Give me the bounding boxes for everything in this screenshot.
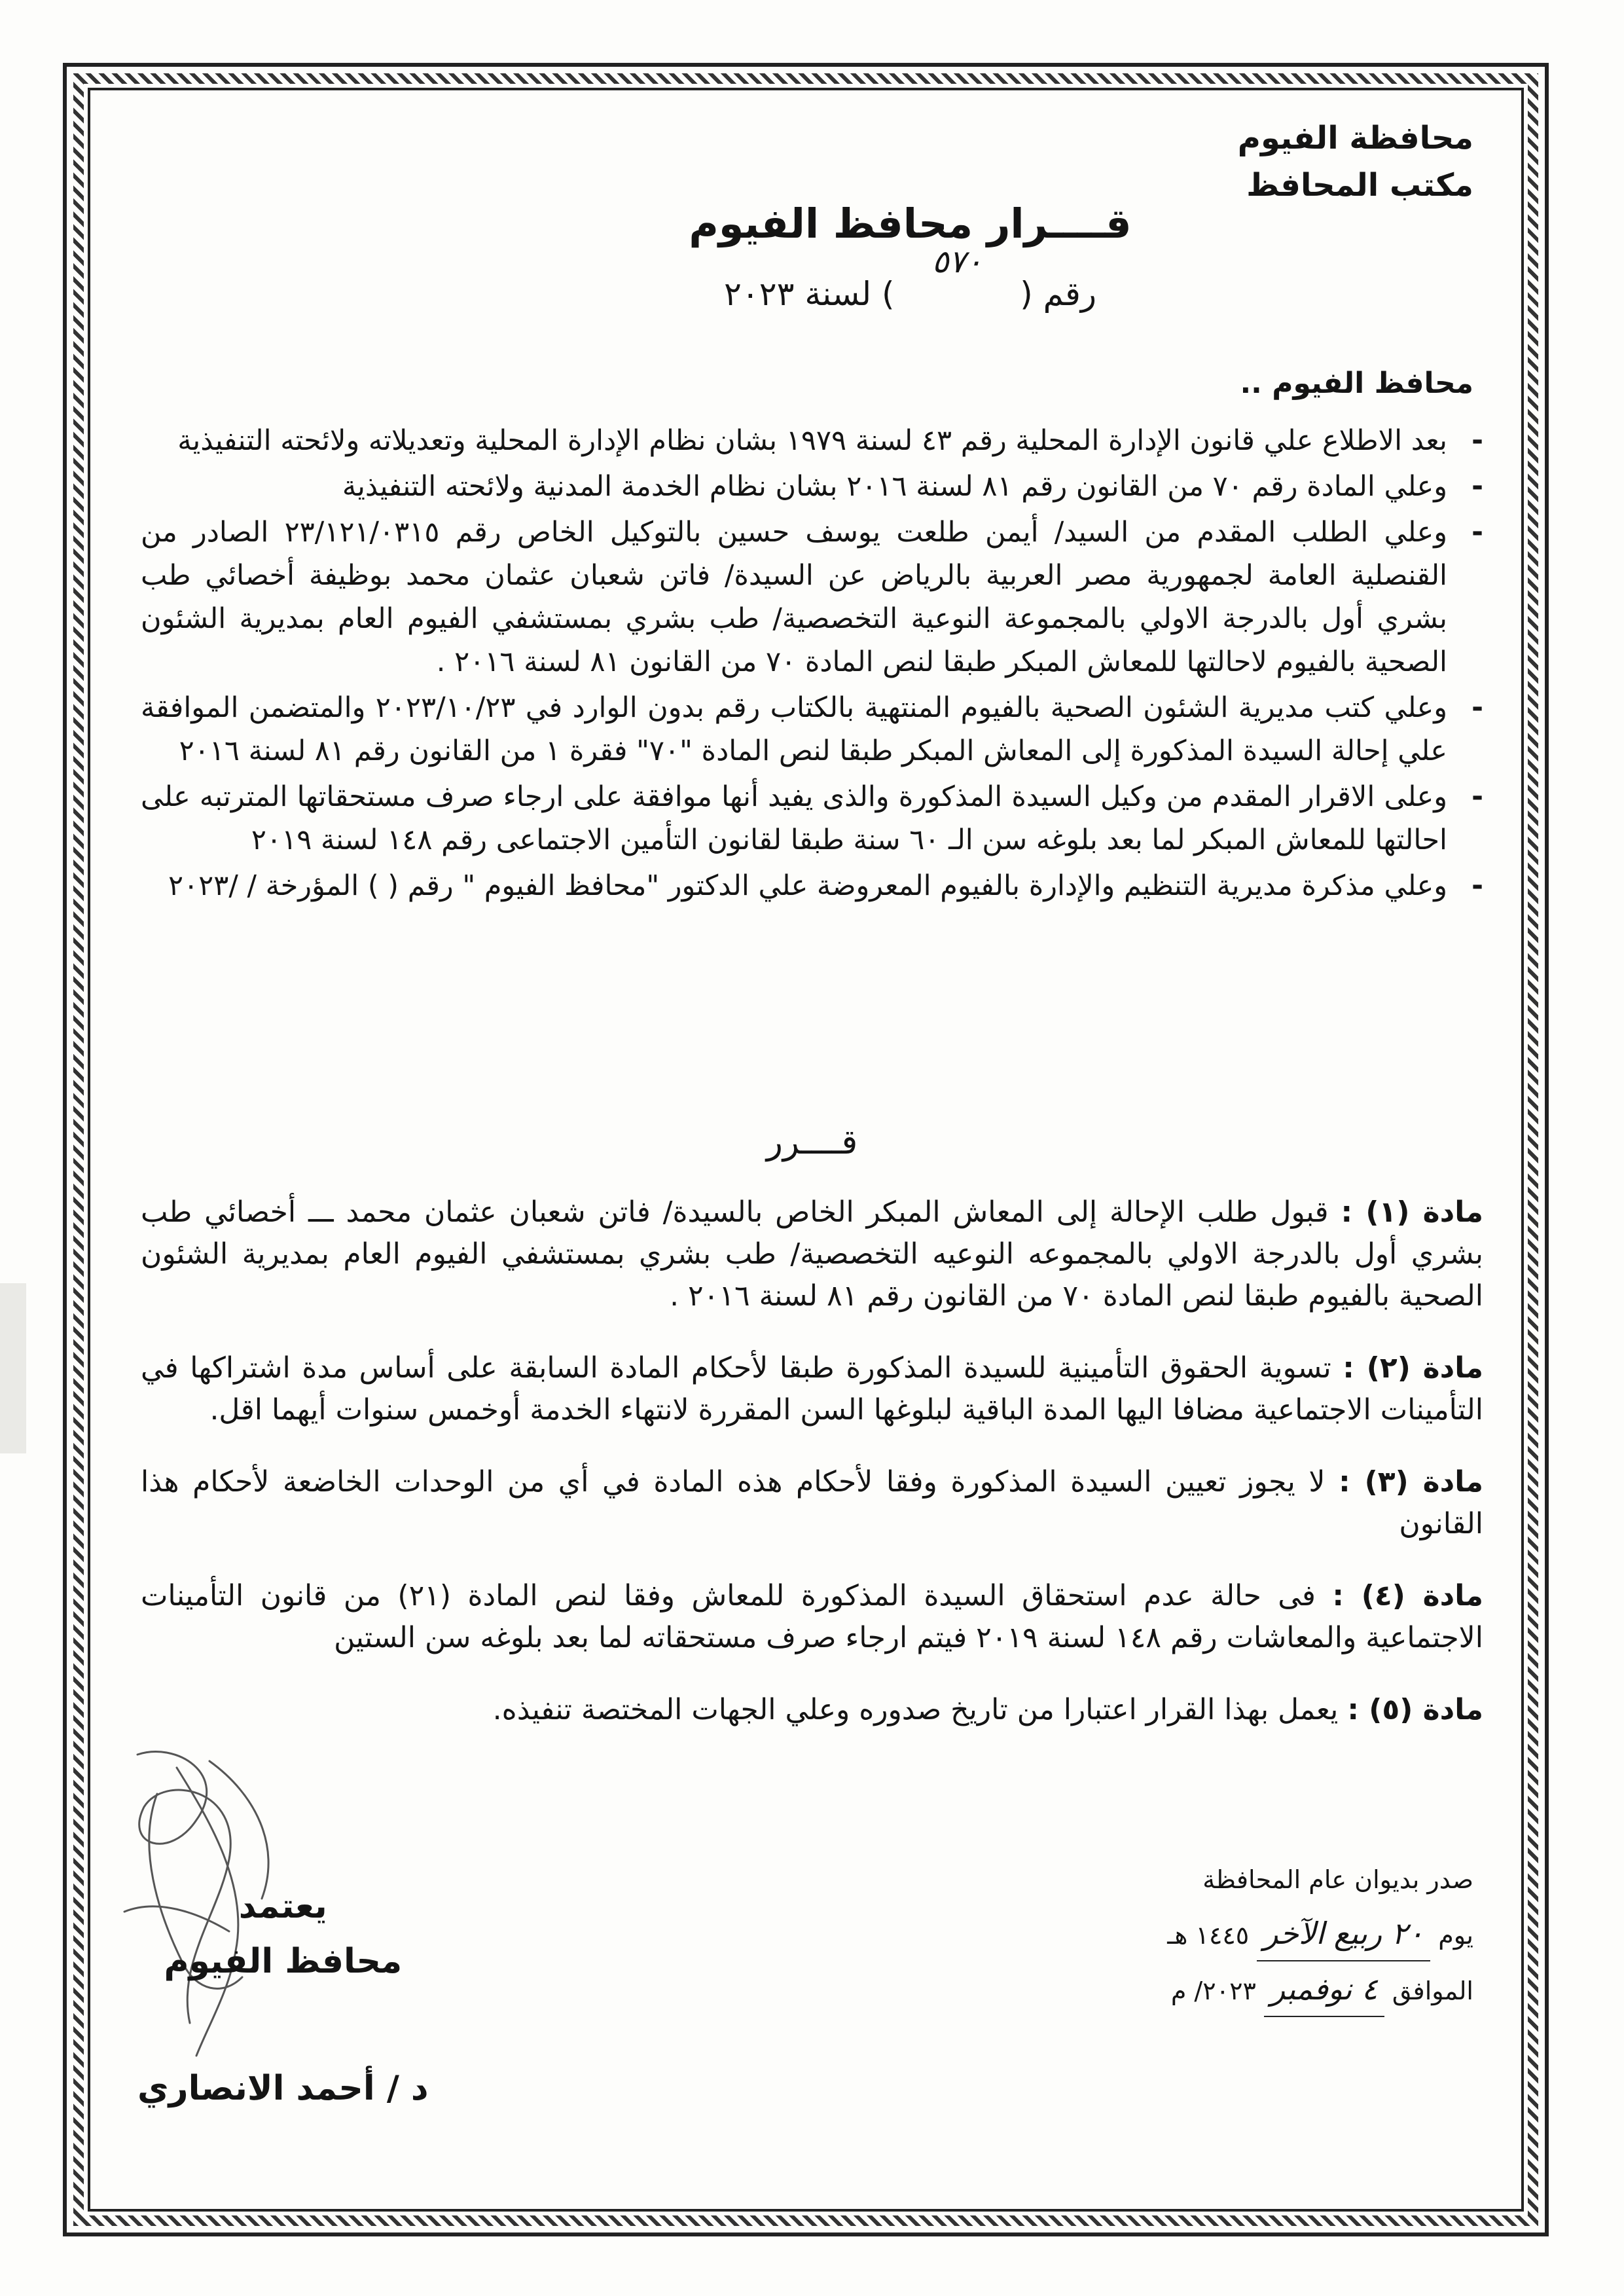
hijri-prefix: يوم [1438, 1921, 1473, 1950]
article-text: يعمل بهذا القرار اعتبارا من تاريخ صدوره وعلي الجهات المختصة تنفيذه. [492, 1693, 1339, 1726]
article-3 [141, 1461, 1483, 1545]
article-2 [141, 1347, 1483, 1431]
article-5 [141, 1689, 1483, 1731]
decree-number-suffix: ) لسنة ٢٠٢٣ [724, 275, 895, 313]
decree-opener: محافظ الفيوم .. [1240, 367, 1473, 400]
recitals-list [141, 419, 1483, 910]
decree-number-prefix: رقم ( [1020, 275, 1096, 313]
gregorian-year: ٢٠٢٣/ م [1170, 1977, 1256, 2005]
recital-item: - وعلى الاقرار المقدم من وكيل السيدة المذكورة والذى يفيد أنها موافقة على ارجاء صرف مستحقاتها المترتبه على احالتها للمعاش المبكر لما بعد بلوغه سن الـ ٦٠ سنة طبقا لقانون التأمين الاجتماعى رقم ١٤٨ لسنة ٢٠١٩ [141, 775, 1483, 862]
gregorian-prefix: الموافق [1392, 1977, 1473, 2005]
article-text: لا يجوز تعيين السيدة المذكورة وفقا لأحكام هذه المادة في أي من الوحدات الخاضعة لأحكام هذا القانون [141, 1465, 1483, 1540]
article-1 [141, 1192, 1483, 1317]
gregorian-handwritten: ٤ نوفمبر [1264, 1962, 1384, 2017]
issuer-governorate: محافظة الفيوم [1237, 120, 1473, 156]
signatory-office: محافظ الفيوم [164, 1942, 403, 1981]
article-label: مادة (١) : [1341, 1195, 1483, 1229]
recital-item: - بعد الاطلاع علي قانون الإدارة المحلية رقم ٤٣ لسنة ١٩٧٩ بشان نظام الإدارة المحلية وتعديلاته ولائحته التنفيذية [141, 419, 1483, 462]
signatory-approve: يعتمد [238, 1887, 327, 1926]
article-text: قبول طلب الإحالة إلى المعاش المبكر الخاص بالسيدة/ فاتن شعبان عثمان محمد ـــ أخصائي طب بشري أول بالدرجة الاولي بالمجموعه النوعيه التخصصية/ طب بشري بمستشفي الفيوم العام بمديرية الشئون الصحية بالفيوم طبقا لنص المادة ٧٠ من القانون رقم ٨١ لسنة ٢٠١٦ . [141, 1195, 1483, 1313]
hijri-handwritten: ٢٠ ربيع الآخر [1257, 1906, 1430, 1961]
recital-item: - وعلي المادة رقم ٧٠ من القانون رقم ٨١ لسنة ٢٠١٦ بشان نظام الخدمة المدنية ولائحته التنفيذية [141, 465, 1483, 508]
article-4 [141, 1575, 1483, 1659]
decree-number-handwritten: ٥٧٠ [931, 244, 983, 280]
issuance-block [1167, 1853, 1473, 2018]
article-text: فى حالة عدم استحقاق السيدة المذكورة للمعاش وفقا لنص المادة (٢١) من قانون التأمينات الاجتماعية والمعاشات رقم ١٤٨ لسنة ٢٠١٩ فيتم ارجاء صرف مستحقاته لما بعد بلوغه سن الستين [141, 1579, 1483, 1654]
article-text: تسوية الحقوق التأمينية للسيدة المذكورة طبقا لأحكام المادة السابقة على أساس مدة اشتراكها في التأمينات الاجتماعية مضافا اليها المدة الباقية لبلوغها السن المقررة لانتهاء الخدمة أوخمس سنوات أيهما اقل. [141, 1351, 1483, 1427]
decree-title: قــــرار محافظ الفيوم [689, 200, 1132, 247]
article-label: مادة (٣) : [1339, 1465, 1483, 1499]
article-label: مادة (٢) : [1343, 1351, 1483, 1385]
issuance-hijri-date [1167, 1906, 1473, 1962]
article-label: مادة (٥) : [1347, 1693, 1483, 1726]
hijri-year: ١٤٤٥ هـ [1167, 1921, 1250, 1950]
issuer-header [1238, 115, 1473, 209]
signatory-block [137, 1879, 429, 2116]
signatory-name: د / أحمد الانصاري [137, 2069, 429, 2108]
recital-item: - وعلي مذكرة مديرية التنظيم والإدارة بالفيوم المعروضة علي الدكتور "محافظ الفيوم " رقم ( ) المؤرخة / /٢٠٢٣ [141, 864, 1483, 907]
decision-heading: قــــرر [766, 1123, 858, 1162]
issuance-place: صدر بديوان عام المحافظة [1202, 1865, 1473, 1894]
issuer-office: مكتب المحافظ [1246, 167, 1473, 204]
issuance-gregorian-date [1167, 1962, 1473, 2018]
articles-section [141, 1192, 1483, 1761]
article-label: مادة (٤) : [1332, 1579, 1483, 1613]
scan-edge-mark [0, 1283, 26, 1453]
decree-number-line [0, 244, 1624, 313]
decree-number-box [905, 244, 1009, 313]
recital-item: - وعلي كتب مديرية الشئون الصحية بالفيوم المنتهية بالكتاب رقم بدون الوارد في ٢٠٢٣/١٠/٢٣ والمتضمن الموافقة علي إحالة السيدة المذكورة إلى المعاش المبكر طبقا لنص المادة "٧٠" فقرة ١ من القانون رقم ٨١ لسنة ٢٠١٦ [141, 686, 1483, 773]
recital-item: - وعلي الطلب المقدم من السيد/ أيمن طلعت يوسف حسين بالتوكيل الخاص رقم ٢٣/١٢١/٠٣١٥ الصادر من القنصلية العامة لجمهورية مصر العربية بالرياض عن السيدة/ فاتن شعبان عثمان محمد بوظيفة أخصائي طب بشري أول بالدرجة الاولي بالمجموعة النوعية التخصصية/ طب بشري بمستشفي الفيوم العام بمديرية الشئون الصحية بالفيوم لاحالتها للمعاش المبكر طبقا لنص المادة ٧٠ من القانون ٨١ لسنة ٢٠١٦ . [141, 511, 1483, 683]
